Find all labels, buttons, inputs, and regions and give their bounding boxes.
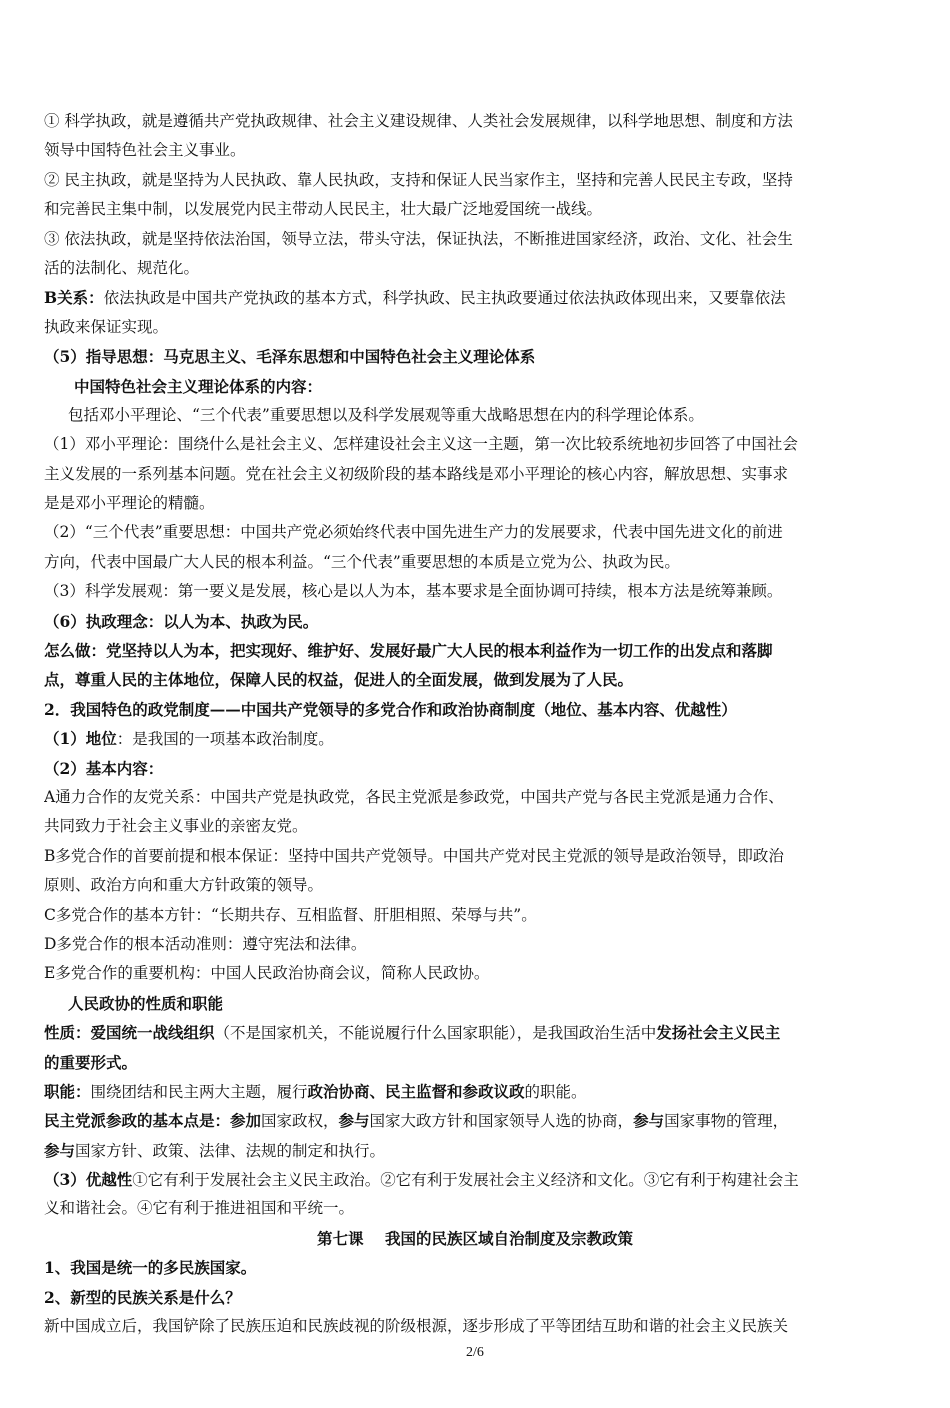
bold-label: B关系：: [44, 288, 104, 308]
text-line: [44, 283, 906, 312]
heading-text: 中国特色社会主义理论体系的内容：: [74, 376, 323, 396]
text-line: [44, 871, 906, 900]
bold-label: 职能：: [44, 1081, 91, 1101]
line-text: 的重要形式。: [44, 1052, 138, 1072]
line-text: D多党合作的根本活动准则：遵守宪法和法律。: [44, 934, 367, 953]
bold-text: 政治协商、民主监督和参政议政: [307, 1081, 525, 1101]
text-line: [44, 577, 906, 606]
lesson-title: [44, 1224, 906, 1253]
line-text: （3）科学发展观：第一要义是发展，核心是以人为本，基本要求是全面协调可持续，根本方法是统筹兼顾。: [44, 582, 783, 601]
text-line: [44, 1048, 906, 1077]
line-text: C多党合作的基本方针：“长期共存、互相监督、肝胆相照、荣辱与共”。: [44, 905, 537, 924]
text-line: [44, 783, 906, 812]
text-line: [44, 930, 906, 959]
line-text: 义和谐社会。④它有利于推进祖国和平统一。: [44, 1199, 355, 1218]
text-line: [44, 1165, 906, 1194]
line-text: ①它有利于发展社会主义民主政治。②它有利于发展社会主义经济和文化。③它有利于构建社会主: [132, 1171, 799, 1190]
line-text: ③ 依法执政，就是坚持依法治国，领导立法，带头守法，保证执法，不断推进国家经济，政治、文化、社会生: [44, 229, 793, 248]
line-text: （2）“三个代表”重要思想：中国共产党必须始终代表中国先进生产力的发展要求，代表中国先进文化的前进: [44, 523, 783, 542]
line-text: B多党合作的首要前提和根本保证：坚持中国共产党领导。中国共产党对民主党派的领导是政治领导，即政治: [44, 846, 784, 865]
bold-label: 民主党派参政的基本点是：参加: [44, 1111, 262, 1131]
section-heading: [44, 607, 906, 636]
section-heading: [44, 342, 906, 371]
line-text: 依法执政是中国共产党执政的基本方式，科学执政、民主执政要通过依法执政体现出来，又要靠依法: [103, 289, 786, 308]
subsection-heading: [44, 989, 906, 1018]
line-text: 原则、政治方向和重大方针政策的领导。: [44, 876, 324, 895]
text-line: [44, 254, 906, 283]
bold-label: 性质：爱国统一战线组织: [44, 1023, 215, 1043]
text-line: [44, 401, 906, 430]
line-text: 方向，代表中国最广大人民的根本利益。“三个代表”重要思想的本质是立党为公、执政为民。: [44, 552, 680, 571]
line-text: ① 科学执政，就是遵循共产党执政规律、社会主义建设规律、人类社会发展规律，以科学地思想、制度和方法: [44, 112, 793, 130]
section-heading: [44, 695, 906, 724]
section-heading: [44, 1253, 906, 1282]
line-text: ：是我国的一项基本政治制度。: [116, 730, 334, 749]
heading-text: 第七课 我国的民族区域自治制度及宗教政策: [316, 1228, 634, 1248]
line-text: 包括邓小平理论、“三个代表”重要思想以及科学发展观等重大战略思想在内的科学理论体系。: [68, 405, 704, 424]
bold-label: 参与: [44, 1140, 76, 1160]
text-line: [44, 313, 906, 342]
document-body: [44, 107, 906, 1341]
text-line: [44, 1136, 906, 1165]
text-line: [44, 136, 906, 165]
text-line: [44, 1312, 906, 1341]
text-line: [44, 489, 906, 518]
heading-text: （6）执政理念：以人为本、执政为民。: [44, 611, 319, 631]
page-number: 2/6: [466, 1345, 484, 1360]
bold-label: （3）优越性: [44, 1170, 133, 1190]
line-text: 的职能。: [524, 1082, 587, 1101]
bold-text: 发扬社会主义民主: [656, 1023, 781, 1043]
heading-text: （5）指导思想：马克思主义、毛泽东思想和中国特色社会主义理论体系: [44, 347, 536, 367]
heading-text: 2．我国特色的政党制度——中国共产党领导的多党合作和政治协商制度（地位、基本内容、优越性）: [44, 699, 737, 719]
line-text: E多党合作的重要机构：中国人民政治协商会议，简称人民政协。: [44, 964, 490, 983]
text-line: [44, 460, 906, 489]
text-line: [44, 518, 906, 547]
text-line: [44, 1018, 906, 1047]
bold-text: 参与: [633, 1111, 665, 1131]
line-text: 国家大政方针和国家领导人选的协商，: [369, 1112, 634, 1131]
line-text: 共同致力于社会主义事业的亲密友党。: [44, 817, 308, 836]
line-text: （不是国家机关，不能说履行什么国家职能），是我国政治生活中: [214, 1024, 657, 1043]
section-heading: [44, 754, 906, 783]
text-line: [44, 430, 906, 459]
line-text: A通力合作的友党关系：中国共产党是执政党，各民主党派是参政党，中国共产党与各民主党派是通力合作、: [44, 787, 784, 806]
line-text: 主义发展的一系列基本问题。党在社会主义初级阶段的基本路线是邓小平理论的核心内容，解放思想、实事求: [44, 464, 789, 483]
text-line: [44, 842, 906, 871]
line-text: 是是邓小平理论的精髓。: [44, 494, 215, 513]
line-text: 怎么做：党坚持以人为本，把实现好、维护好、发展好最广大人民的根本利益作为一切工作的出发点和落脚: [44, 641, 773, 661]
line-text: 领导中国特色社会主义事业。: [44, 141, 246, 160]
line-text: 国家事物的管理，: [664, 1112, 789, 1131]
subsection-heading: [44, 372, 906, 401]
bold-text: 参与: [338, 1111, 370, 1131]
heading-text: 2、新型的民族关系是什么？: [44, 1287, 241, 1307]
text-line: [44, 166, 906, 195]
line-text: 活的法制化、规范化。: [44, 258, 200, 277]
text-line: [44, 1194, 906, 1223]
section-heading: [44, 1283, 906, 1312]
heading-text: （2）基本内容：: [44, 758, 164, 778]
text-line: [44, 665, 906, 694]
text-line: [44, 1106, 906, 1135]
text-line: [44, 812, 906, 841]
line-text: ② 民主执政，就是坚持为人民执政、靠人民执政，支持和保证人民当家作主，坚持和完善人民民主专政，坚持: [44, 170, 793, 189]
text-line: [44, 959, 906, 988]
text-line: [44, 1077, 906, 1106]
text-line: [44, 636, 906, 665]
text-line: [44, 901, 906, 930]
line-text: 国家方针、政策、法律、法规的制定和执行。: [75, 1141, 386, 1160]
line-text: （1）邓小平理论：围绕什么是社会主义、怎样建设社会主义这一主题，第一次比较系统地初步回答了中国社会: [44, 435, 798, 454]
text-line: [44, 548, 906, 577]
heading-text: 1、我国是统一的多民族国家。: [44, 1258, 257, 1278]
line-text: 围绕团结和民主两大主题，履行: [90, 1082, 308, 1101]
bold-label: （1）地位: [44, 729, 117, 749]
line-text: 新中国成立后，我国铲除了民族压迫和民族歧视的阶级根源，逐步形成了平等团结互助和谐的社会主义民族关: [44, 1317, 789, 1336]
heading-text: 人民政协的性质和职能: [68, 993, 224, 1013]
line-text: 和完善民主集中制，以发展党内民主带动人民民主，壮大最广泛地爱国统一战线。: [44, 200, 603, 219]
text-line: [44, 195, 906, 224]
text-line: [44, 724, 906, 753]
line-text: 执政来保证实现。: [44, 317, 169, 336]
text-line: [44, 107, 906, 136]
line-text: 点，尊重人民的主体地位，保障人民的权益，促进人的全面发展，做到发展为了人民。: [44, 670, 634, 690]
text-line: [44, 225, 906, 254]
line-text: 国家政权，: [261, 1112, 339, 1131]
